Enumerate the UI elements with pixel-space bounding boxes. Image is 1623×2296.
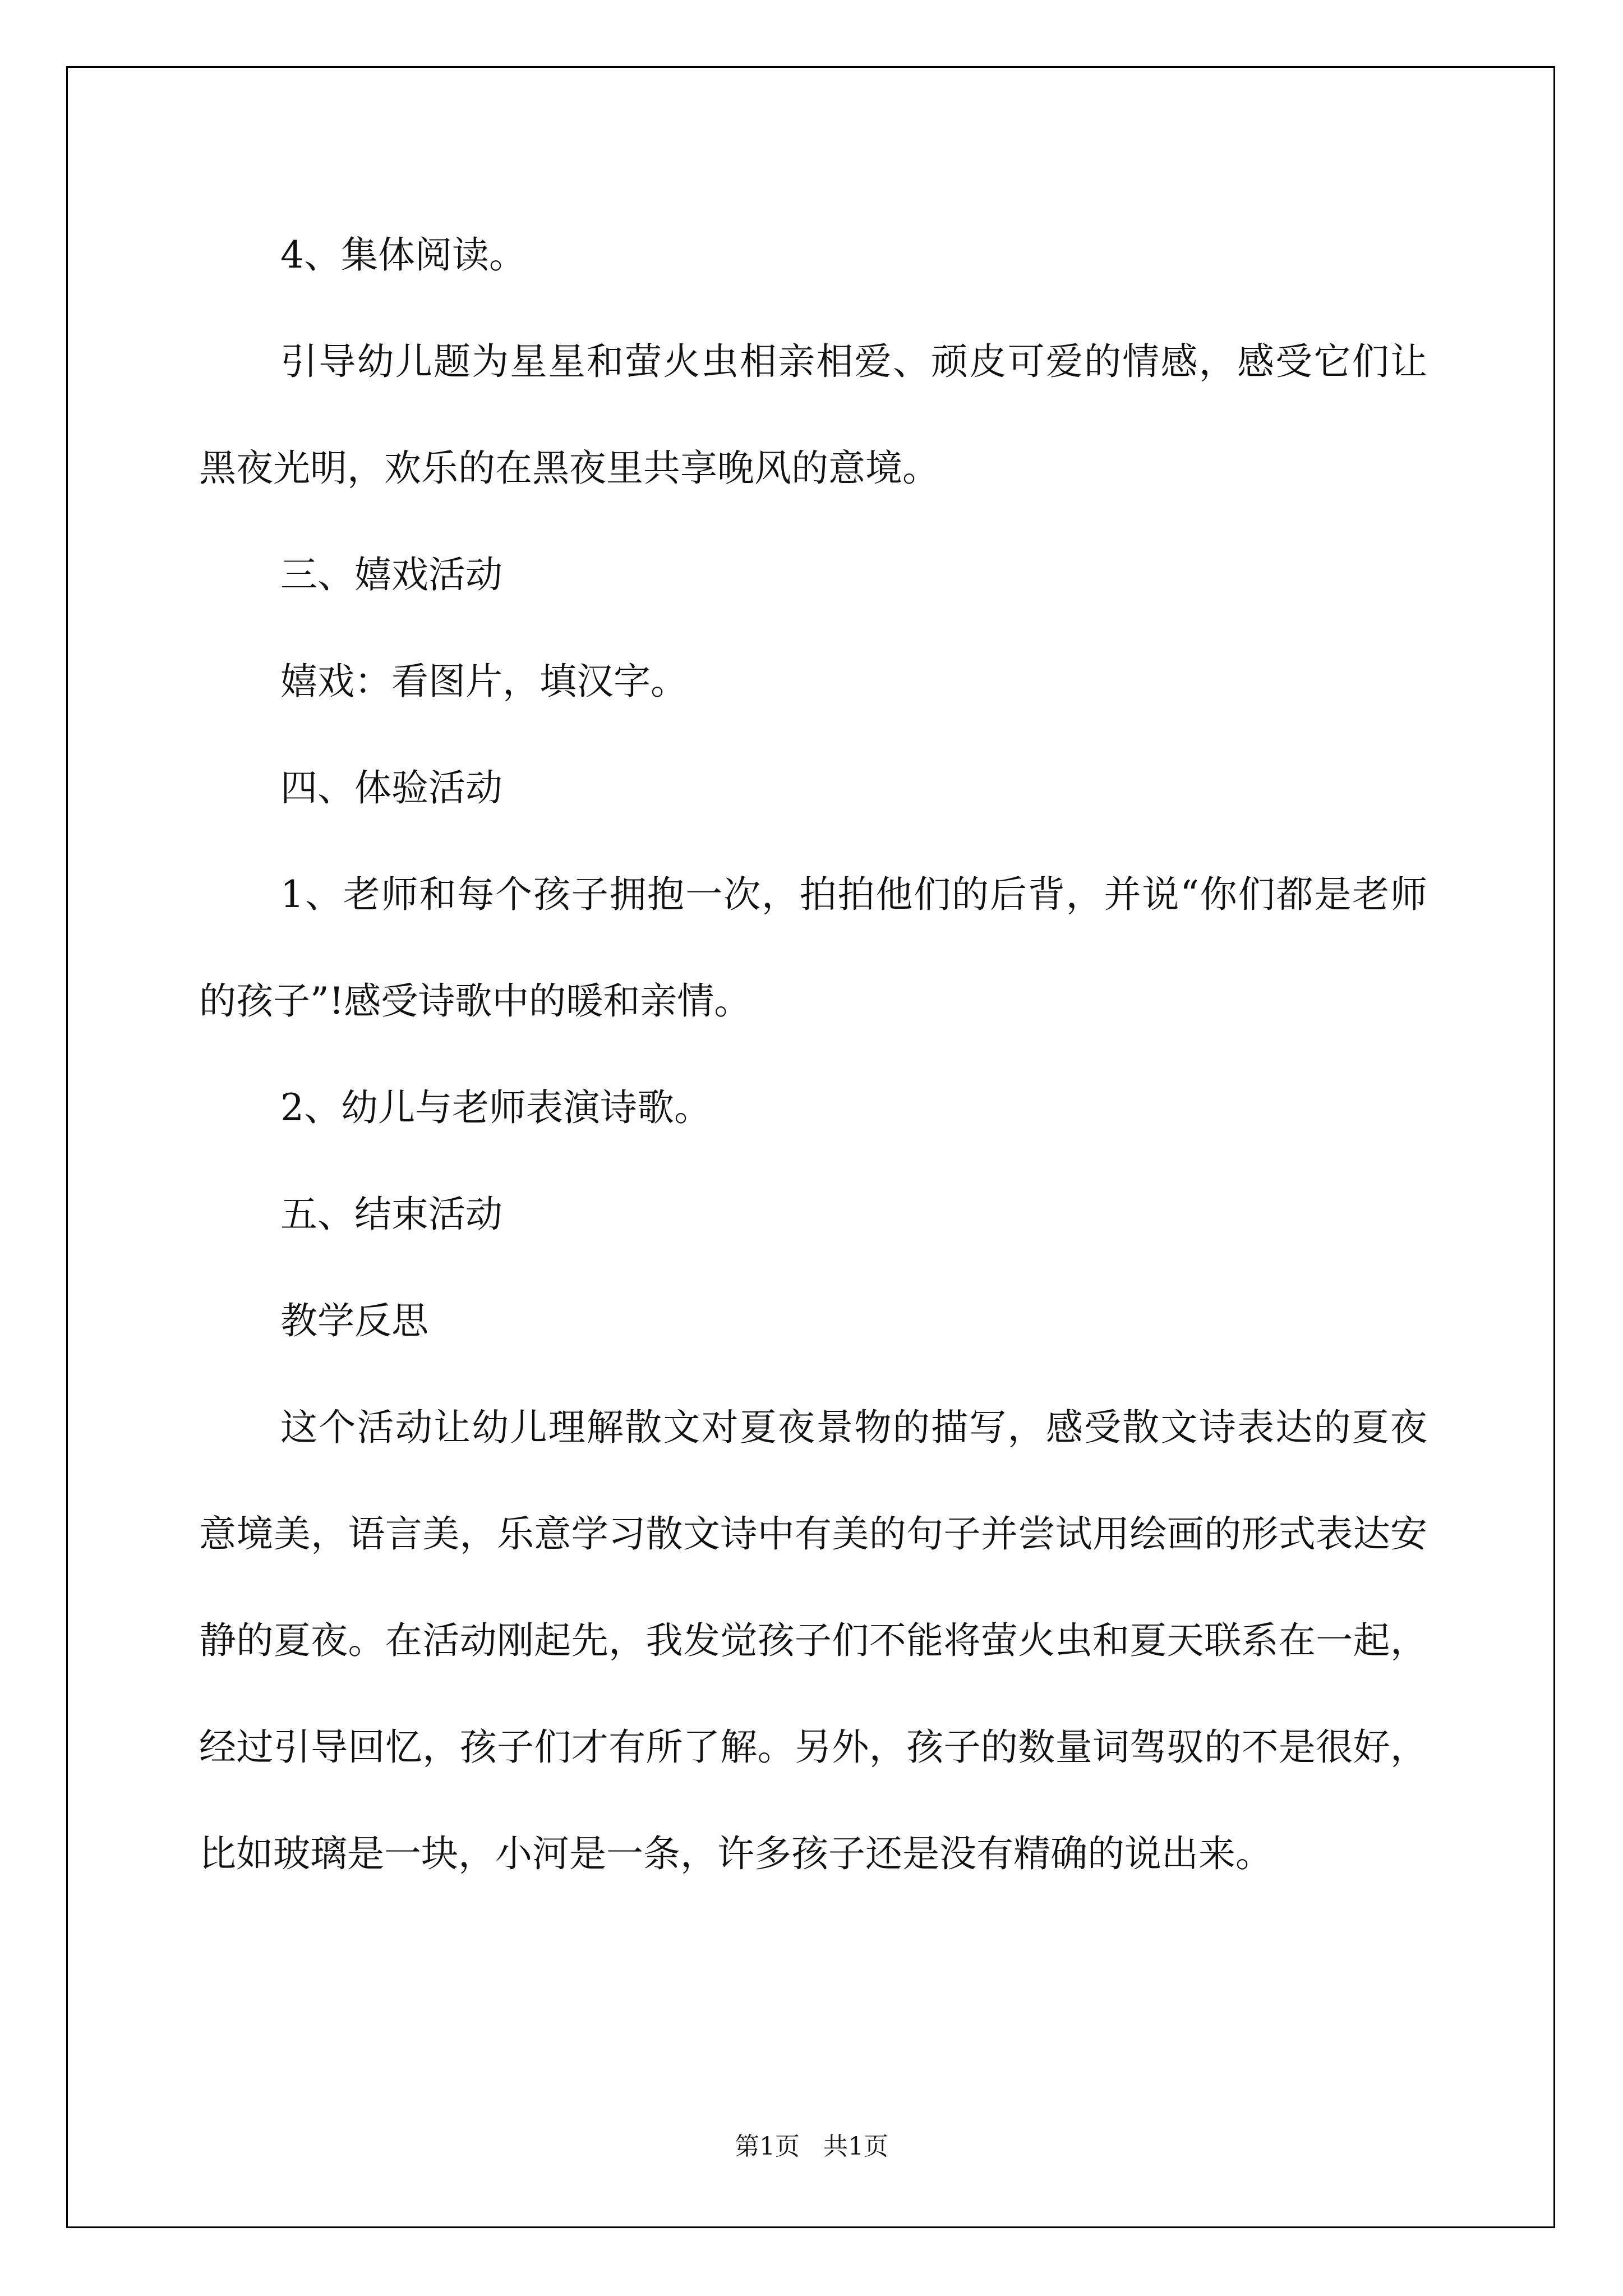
paragraph-guidance: 引导幼儿题为星星和萤火虫相亲相爱、顽皮可爱的情感，感受它们让黑夜光明，欢乐的在黑夜里共享晚风的意境。 — [199, 340, 1427, 490]
heading-play-activity: 三、嬉戏活动 — [280, 553, 502, 596]
paragraph-experience-2: 2、幼儿与老师表演诗歌。 — [280, 1086, 711, 1129]
page-footer — [0, 2126, 1623, 2162]
heading-ending-activity: 五、结束活动 — [280, 1193, 502, 1236]
paragraph-collective-reading: 4、集体阅读。 — [280, 233, 526, 277]
paragraph-reflection: 这个活动让幼儿理解散文对夏夜景物的描写，感受散文诗表达的夏夜意境美，语言美，乐意学习散文诗中有美的句子并尝试用绘画的形式表达安静的夏夜。在活动刚起先，我发觉孩子们不能将萤火虫和夏天联系在一起，经过引导回忆，孩子们才有所了解。另外，孩子的数量词驾驭的不是很好，比如玻璃是一块，小河是一条，许多孩子还是没有精确的说出来。 — [199, 1406, 1427, 1875]
heading-experience-activity: 四、体验活动 — [280, 766, 502, 809]
page-total: 共1页 — [823, 2132, 888, 2161]
document-body — [199, 202, 1427, 1907]
page-number: 第1页 — [735, 2132, 800, 2161]
heading-teaching-reflection: 教学反思 — [280, 1299, 428, 1342]
paragraph-play: 嬉戏：看图片，填汉字。 — [280, 660, 688, 703]
paragraph-experience-1: 1、老师和每个孩子拥抱一次，拍拍他们的后背，并说“你们都是老师的孩子”!感受诗歌中的暖和亲情。 — [199, 873, 1427, 1023]
